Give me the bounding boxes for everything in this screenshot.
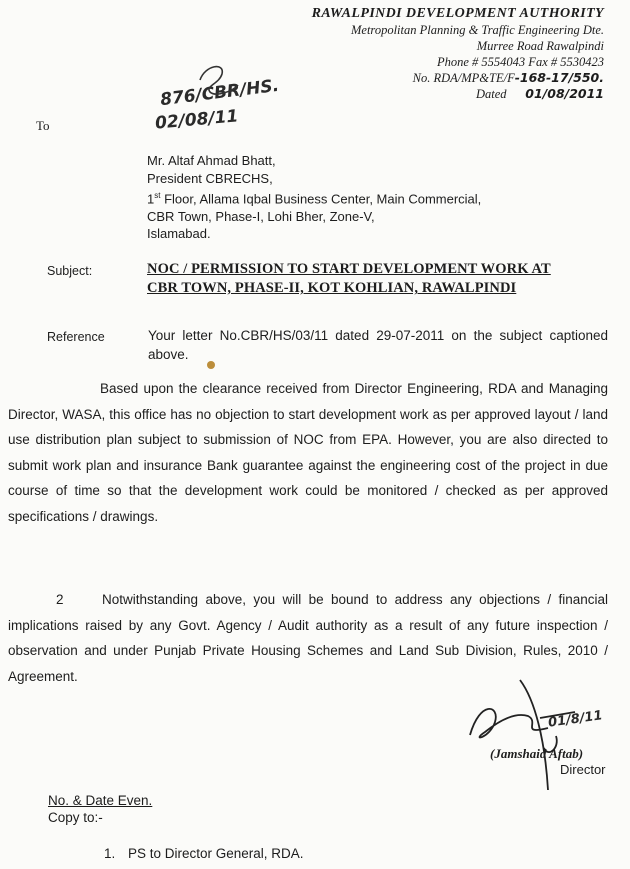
floor-suffix: st [154,191,161,200]
department: Metropolitan Planning & Traffic Engineering Dte. [351,23,604,37]
signature-date: 01/8/11 [547,708,604,731]
address-line: CBR Town, Phase-I, Lohi Bher, Zone-V, [147,208,375,224]
handwritten-diary-date: 02/08/11 [154,106,240,134]
signatory-name: (Jamshaid Aftab) [490,746,584,761]
subject-line: NOC / PERMISSION TO START DEVELOPMENT WORK AT [147,261,551,277]
address: Murree Road Rawalpindi [476,39,604,53]
ref-prefix: No. RDA/MP&TE/F [412,71,515,85]
phone-fax: Phone # 5554043 Fax # 5530423 [437,55,604,69]
number-date-even: No. & Date Even. [48,793,153,808]
org-name: RAWALPINDI DEVELOPMENT AUTHORITY [311,6,604,21]
dated-label: Dated [475,87,507,101]
address-line: Islamabad. [147,226,211,242]
address-line-text: Floor, Allama Iqbal Business Center, Main Commercial, [164,191,482,207]
copy-to-label: Copy to:- [48,810,103,825]
para1-text: Based upon the clearance received from Director Engineering, RDA and Managing Director, WASA, this office has no objection to start development work as per approved layout / land use distribution plan subject to submission of NOC from EPA. However, you are also directed to submit work plan and insurance Bank guarantee against the engineering cost of the project in due course of time so that the development work could be monitored / checked as per approved specifications / drawings. [8,381,608,524]
initials-mark [200,67,238,94]
floor-number: 1 [147,191,155,207]
handwritten-diary-number: 876/CBR/HS. [159,75,281,111]
dated-value: 01/08/2011 [525,86,604,101]
signatory-title: Director [560,762,606,777]
reference-label: Reference [47,330,105,344]
reference-text: Your letter No.CBR/HS/03/11 dated 29-07-2011 on the subject captioned above. [148,328,608,362]
para2-number: 2 [56,592,64,607]
address-line: President CBRECHS, [147,170,273,186]
subject-label: Subject: [47,264,93,278]
signature-scribble [470,680,575,790]
para2-text: Notwithstanding above, you will be bound to address any objections / financial implications raised by any Govt. Agency / Audit authority as a result of any future inspection / observation and under Punjab Private Housing Schemes and Land Sub Division, Rules, 2010 / Agreement. [8,592,608,684]
ink-smudge [207,361,215,369]
subject-line: CBR TOWN, PHASE-II, KOT KOHLIAN, RAWALPINDI [147,280,517,296]
copy-item-number: 1. [104,846,116,861]
to-label: To [36,118,50,133]
address-line: Mr. Altaf Ahmad Bhatt, [147,153,276,168]
ref-handwritten: -168-17/550. [514,70,604,85]
copy-item-text: PS to Director General, RDA. [128,846,304,861]
